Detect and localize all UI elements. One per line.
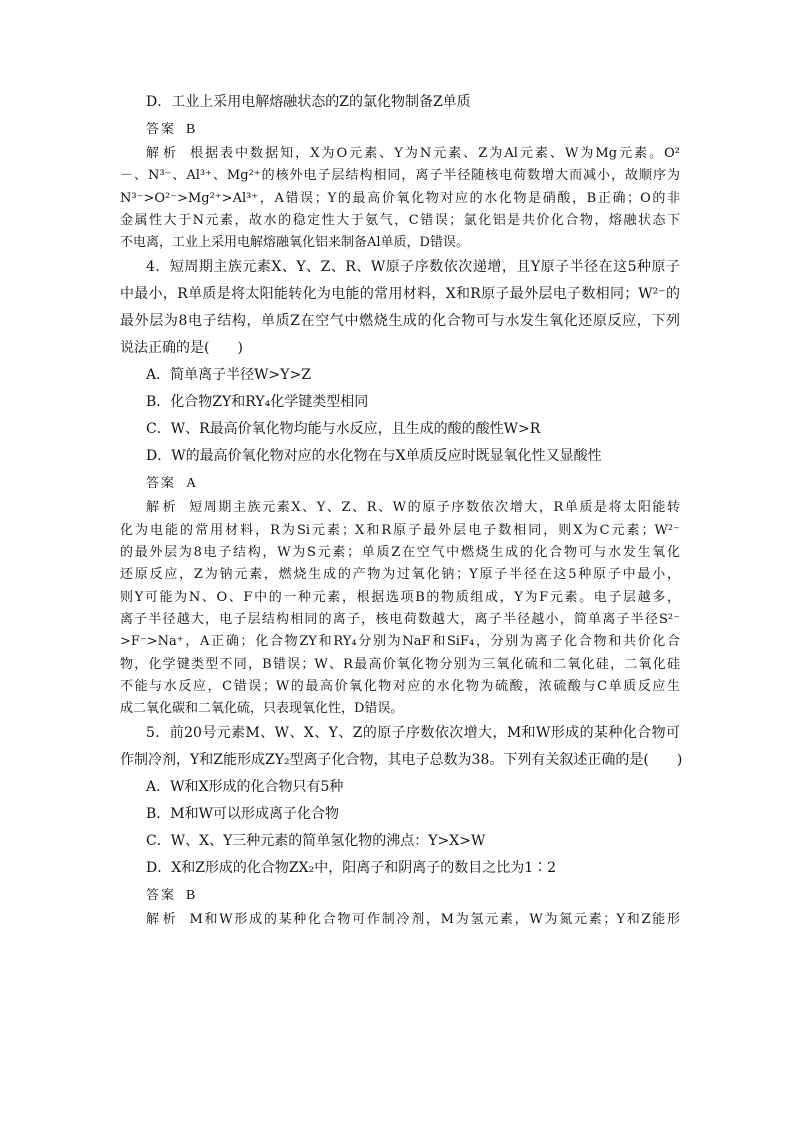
q4-explanation [120, 497, 680, 720]
document-content [120, 89, 683, 932]
explanation-line: 的最外层为8电子结构，W为S元素；单质Z在空气中燃烧生成的化合物可与水发生氧化 [120, 545, 680, 561]
answer-value: A [186, 476, 197, 492]
explanation-line: 金属性大于N元素，故水的稳定性大于氨气，C错误；氯化铝是共价化合物，熔融状态下 [120, 212, 680, 228]
explanation-label: 解析 [146, 146, 181, 161]
answer-label: 答案 [146, 122, 177, 137]
q4-option-c: C．W、R最高价氧化物均能与水反应，且生成的酸的酸性W>R [146, 421, 541, 438]
explanation-line: 不能与水反应，C错误；W的最高价氧化物对应的水化物为硫酸，浓硫酸与C单质反应生 [120, 678, 680, 694]
q5-stem [120, 720, 683, 774]
explanation-line: N³⁻>O²⁻>Mg²⁺>Al³⁺，A错误；Y的最高价氧化物对应的水化物是硝酸，B正确；O的非 [120, 190, 680, 206]
explanation-label: 解析 [146, 912, 180, 928]
stem-line: 中最小，R单质是将太阳能转化为电能的常用材料，X和R原子最外层电子数相同；W²⁻的 [120, 286, 680, 303]
q3-answer [120, 116, 680, 143]
q5-option-a: A．W和X形成的化合物只有5种 [146, 779, 344, 796]
stem-line: 最外层为8电子结构，单质Z在空气中燃烧生成的化合物可与水发生氧化还原反应，下列 [120, 313, 680, 330]
explanation-line: 解析 短周期主族元素X、Y、Z、R、W的原子序数依次增大，R单质是将太阳能转 [146, 500, 680, 516]
q4-stem [120, 254, 680, 362]
q4-answer [120, 470, 680, 497]
explanation-label: 解析 [146, 500, 180, 516]
explanation-line: 还原反应，Z为钠元素，燃烧生成的产物为过氧化钠；Y原子半径在这5种原子中最小， [120, 567, 680, 583]
q5-explanation [120, 909, 680, 931]
answer-label: 答案 [146, 888, 177, 904]
q5-option-b: B．M和W可以形成离子化合物 [146, 806, 340, 823]
stem-line: 说法正确的是( ) [120, 340, 243, 357]
q4-option-d: D．W的最高价氧化物对应的水化物在与X单质反应时既显氧化性又显酸性 [146, 448, 602, 465]
q4-option-b: B．化合物ZY和RY₄化学键类型相同 [146, 394, 369, 411]
explanation-line: 离子半径越大，电子层结构相同的离子，核电荷数越大，离子半径越小，简单离子半径S²⁻ [120, 611, 680, 627]
stem-line: 4．短周期主族元素X、Y、Z、R、W原子序数依次递增，且Y原子半径在这5种原子 [146, 259, 680, 276]
explanation-line: 不电离，工业上采用电解熔融氧化铝来制备Al单质，D错误。 [120, 235, 469, 251]
q5-option-d: D．X和Z形成的化合物ZX₂中，阳离子和阴离子的数目之比为1∶2 [146, 860, 557, 877]
explanation-line: >F⁻>Na⁺，A正确；化合物ZY和RY₄分别为NaF和SiF₄，分别为离子化合物和共价化合 [120, 634, 680, 650]
answer-value: B [186, 888, 196, 904]
explanation-line: 化为电能的常用材料，R为Si元素；X和R原子最外层电子数相同，则X为C元素；W²⁻ [120, 522, 680, 538]
stem-line: 5．前20号元素M、W、X、Y、Z的原子序数依次增大，M和W形成的某种化合物可 [146, 725, 680, 742]
answer-value: B [186, 122, 196, 137]
explanation-line: 物，化学键类型不同，B错误；W、R最高价氧化物分别为三氧化硫和二氧化硅，二氧化硅 [120, 656, 680, 672]
explanation-line: 解析 M和W形成的某种化合物可作制冷剂，M为氢元素，W为氮元素；Y和Z能形 [146, 912, 680, 928]
q3-explanation [120, 143, 680, 254]
explanation-line: －、N³⁻、Al³⁺、Mg²⁺的核外电子层结构相同，离子半径随核电荷数增大而减小，故顺序为 [120, 168, 680, 184]
stem-line: 作制冷剂，Y和Z能形成ZY₂型离子化合物，其电子总数为38。下列有关叙述正确的是( ) [120, 752, 683, 769]
q4-option-a: A．简单离子半径W>Y>Z [146, 367, 311, 384]
explanation-line: 则Y可能为N、O、F中的一种元素，根据选项B的物质组成，Y为F元素。电子层越多， [120, 589, 680, 605]
explanation-line: 解析 根据表中数据知，X为O元素、Y为N元素、Z为Al元素、W为Mg元素。O² [146, 146, 680, 161]
q3-option-d: D．工业上采用电解熔融状态的Z的氯化物制备Z单质 [146, 94, 471, 110]
explanation-line: 成二氧化碳和二氧化硫，只表现氧化性，D错误。 [120, 701, 404, 717]
answer-label: 答案 [146, 476, 177, 492]
q5-option-c: C．W、X、Y三种元素的简单氢化物的沸点：Y>X>W [146, 833, 486, 850]
q5-answer [120, 882, 680, 909]
